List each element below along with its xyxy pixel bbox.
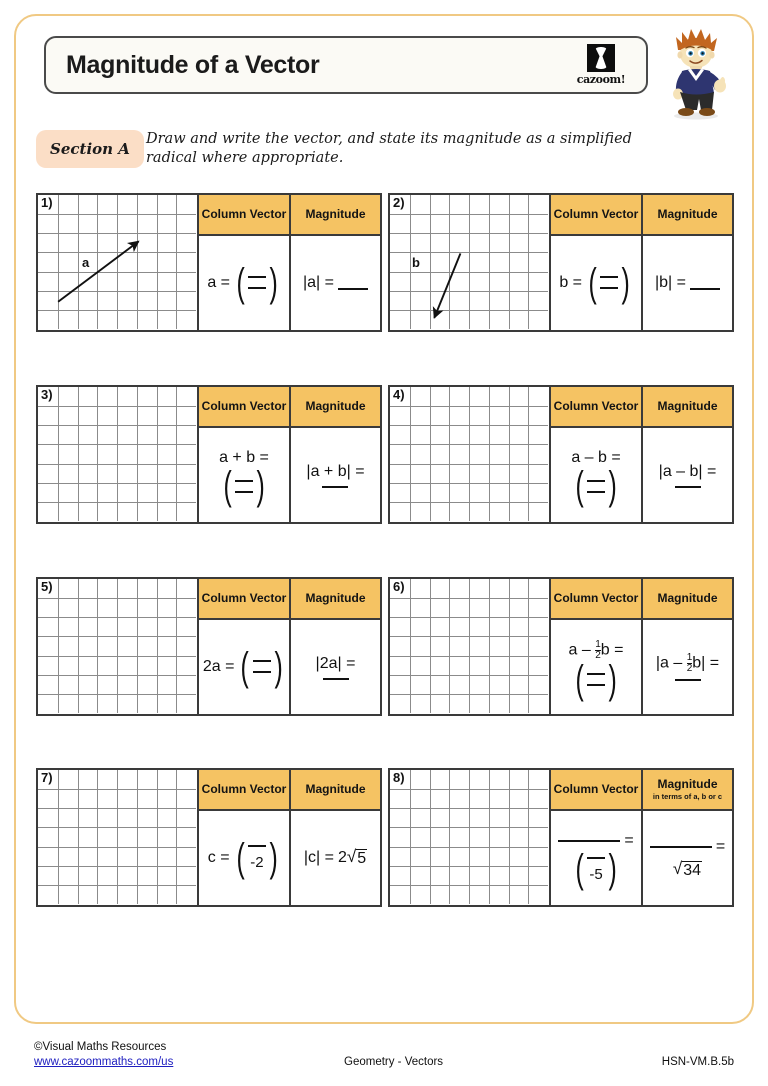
radicand: 5: [357, 850, 367, 867]
magnitude-column: [291, 385, 382, 524]
column-vector-header: [199, 195, 289, 236]
column-vector-answer: [558, 832, 634, 892]
equals-sign: =: [715, 838, 726, 855]
vector-bottom-blank[interactable]: [235, 491, 253, 493]
vector-bottom-blank[interactable]: [248, 287, 266, 289]
magnitude-blank[interactable]: [675, 486, 701, 488]
magnitude-column: [291, 577, 382, 716]
right-paren: ): [608, 847, 617, 892]
magnitude-header: [291, 579, 380, 620]
magnitude-column: [291, 768, 382, 907]
equals-sign: =: [624, 832, 634, 850]
grid-line-horizontal: [38, 406, 196, 407]
column-vector-column: [551, 768, 643, 907]
answer-grid[interactable]: [36, 577, 199, 716]
grid-line-horizontal: [390, 406, 548, 407]
magnitude-header: [291, 387, 380, 428]
section-label: Section A: [50, 140, 130, 158]
column-vector-answer: [202, 644, 285, 689]
grid-line-horizontal: [390, 656, 548, 657]
vector-top-blank[interactable]: [587, 480, 605, 482]
grid-line-horizontal: [390, 827, 548, 828]
footer-credit: [34, 1040, 173, 1070]
magnitude-header-label: Magnitude: [657, 207, 718, 221]
magnitude-cell[interactable]: [643, 428, 732, 522]
left-paren: (: [236, 835, 245, 880]
column-vector-header-label: Column Vector: [201, 782, 287, 796]
fraction-denominator: 2: [686, 663, 693, 674]
magnitude-answer: [316, 655, 356, 680]
column-vector-expression: a =: [207, 273, 231, 291]
grid-line-horizontal: [38, 444, 196, 445]
column-vector-header-label: Column Vector: [553, 782, 639, 796]
question-number: 3): [41, 387, 53, 402]
vector-top-blank[interactable]: [248, 276, 266, 278]
grid-line-horizontal: [390, 464, 548, 465]
left-paren: (: [575, 847, 584, 892]
magnitude-column: [291, 193, 382, 332]
magnitude-column: [643, 768, 734, 907]
column-vector-header-label: Column Vector: [553, 591, 639, 605]
answer-blank-line[interactable]: [650, 846, 712, 848]
vector-bottom-blank[interactable]: [587, 684, 605, 686]
grid-line-horizontal: [38, 656, 196, 657]
right-paren: ): [256, 464, 265, 509]
fraction: [687, 653, 693, 674]
grid-line-horizontal: [38, 789, 196, 790]
answer-line-row: [558, 832, 633, 850]
column-vector-bracket: [238, 644, 285, 689]
vector-bottom-value: -2: [250, 854, 264, 872]
fraction: [595, 640, 601, 661]
vector-top-blank[interactable]: [587, 857, 605, 859]
magnitude-header-label: Magnitude: [657, 591, 718, 605]
vector-top-blank[interactable]: [600, 276, 618, 278]
vector-bottom-blank[interactable]: [587, 491, 605, 493]
grid-line-horizontal: [38, 636, 196, 637]
column-vector-expression: c =: [207, 848, 230, 866]
radical-expression: [673, 861, 702, 878]
column-vector-bracket: [573, 847, 620, 892]
grid-line-horizontal: [390, 808, 548, 809]
radical-expression: [338, 849, 367, 867]
column-vector-bracket: [221, 464, 268, 509]
question-number: 7): [41, 770, 53, 785]
grid-line-horizontal: [390, 694, 548, 695]
grid-line-horizontal: [390, 675, 548, 676]
footer-website-link[interactable]: www.cazoommaths.com/us: [34, 1056, 174, 1068]
vector-bottom-value: -5: [589, 865, 603, 883]
column-vector-cell[interactable]: [551, 236, 641, 330]
left-paren: (: [575, 657, 584, 702]
grid-line-horizontal: [390, 483, 548, 484]
column-vector-answer: [571, 449, 621, 509]
column-vector-expression: a – $\frac{1}{2}$ b =: [568, 638, 624, 661]
answer-grid[interactable]: [388, 577, 551, 716]
column-vector-header-label: Column Vector: [553, 399, 639, 413]
magnitude-header-label: Magnitude: [657, 777, 718, 791]
magnitude-cell[interactable]: [643, 811, 732, 905]
question-number: 8): [393, 770, 405, 785]
left-paren: (: [575, 464, 584, 509]
page-title: Magnitude of a Vector: [66, 50, 320, 79]
vector-label: a: [82, 255, 90, 270]
right-paren: ): [621, 260, 631, 305]
left-paren: (: [223, 464, 232, 509]
right-paren: ): [608, 464, 617, 509]
grid-line-horizontal: [38, 885, 196, 886]
answer-columns: [199, 577, 382, 716]
column-vector-bracket: [586, 260, 633, 305]
grid-line-horizontal: [390, 444, 548, 445]
left-paren: (: [241, 644, 250, 689]
magnitude-header: [643, 579, 732, 620]
radicand: 34: [683, 862, 702, 879]
magnitude-cell[interactable]: [643, 236, 732, 330]
grid-line-horizontal: [390, 847, 548, 848]
vector-top-blank[interactable]: [235, 480, 253, 482]
grid-line-horizontal: [38, 617, 196, 618]
magnitude-header-label: Magnitude: [305, 399, 366, 413]
grid-line-horizontal: [390, 885, 548, 886]
question-block-3: [36, 385, 382, 524]
magnitude-blank[interactable]: [338, 277, 368, 290]
column-vector-column: [551, 193, 643, 332]
magnitude-expression: |a – b| =: [658, 462, 717, 480]
column-vector-column: [199, 193, 291, 332]
grid-line-horizontal: [38, 827, 196, 828]
grid-line-horizontal: [390, 636, 548, 637]
question-block-5: [36, 577, 382, 716]
magnitude-header-label: Magnitude: [305, 207, 366, 221]
grid-line-horizontal: [38, 502, 196, 503]
question-block-6: [388, 577, 734, 716]
magnitude-header-label: Magnitude: [305, 782, 366, 796]
answer-columns: [551, 768, 734, 907]
column-vector-bracket: [573, 464, 620, 509]
column-vector-expression: b =: [559, 273, 583, 291]
answer-grid[interactable]: [36, 768, 199, 907]
magnitude-answer: [304, 849, 367, 867]
column-vector-header: [551, 579, 641, 620]
grid-line-horizontal: [38, 675, 196, 676]
grid-line-horizontal: [390, 502, 548, 503]
column-vector-bracket: [234, 260, 281, 305]
magnitude-answer: [303, 274, 368, 292]
magnitude-header-label: Magnitude: [305, 591, 366, 605]
answer-grid[interactable]: [36, 193, 199, 332]
grid-line-horizontal: [390, 866, 548, 867]
question-number: 6): [393, 579, 405, 594]
column-vector-header-label: Column Vector: [201, 399, 287, 413]
magnitude-answer: [659, 463, 717, 488]
right-paren: ): [608, 657, 617, 702]
question-number: 1): [41, 195, 53, 210]
question-block-8: [388, 768, 734, 907]
column-vector-header-label: Column Vector: [201, 207, 287, 221]
radical-coefficient: 2: [337, 849, 347, 866]
vector-components: [247, 276, 267, 289]
vector-label: b: [412, 255, 420, 270]
grid-line-horizontal: [390, 617, 548, 618]
magnitude-blank[interactable]: [323, 678, 349, 680]
vector-top-blank[interactable]: [248, 845, 266, 847]
column-vector-expression: 2a =: [202, 657, 235, 675]
vector-components: [247, 845, 267, 870]
magnitude-cell[interactable]: [291, 811, 380, 905]
footer-standard-code: HSN-VM.B.5b: [661, 1056, 734, 1068]
magnitude-cell[interactable]: [643, 620, 732, 714]
vector-components: [252, 660, 272, 673]
magnitude-column: [643, 385, 734, 524]
magnitude-header-subtitle: in terms of a, b or c: [652, 792, 723, 801]
grid-line-horizontal: [390, 789, 548, 790]
question-block-2: [388, 193, 734, 332]
column-vector-cell[interactable]: [199, 428, 289, 522]
answer-columns: [551, 193, 734, 332]
magnitude-expression: |b| =: [655, 274, 686, 291]
grid-line-horizontal: [38, 464, 196, 465]
grid-line-horizontal: [390, 425, 548, 426]
cazoom-logo: [570, 44, 632, 90]
fraction-numerator: 1: [595, 638, 601, 650]
answer-columns: [199, 768, 382, 907]
column-vector-header: [551, 770, 641, 811]
column-vector-cell[interactable]: [199, 620, 289, 714]
column-vector-cell[interactable]: [199, 236, 289, 330]
column-vector-bracket: [234, 835, 281, 880]
column-vector-answer: [219, 449, 269, 509]
magnitude-expression: |a – $\frac{1}{2}$ b| =: [655, 652, 720, 674]
magnitude-column: [643, 577, 734, 716]
magnitude-header: [643, 770, 732, 811]
vector-bottom-blank[interactable]: [253, 671, 271, 673]
vector-bottom-blank[interactable]: [600, 287, 618, 289]
right-paren: ): [269, 260, 279, 305]
answer-grid[interactable]: [388, 768, 551, 907]
column-vector-header-label: Column Vector: [553, 207, 639, 221]
vector-components: [586, 857, 606, 882]
vector-components: [586, 673, 606, 686]
left-paren: (: [236, 260, 245, 305]
magnitude-cell[interactable]: [291, 428, 380, 522]
column-vector-expression: a – b =: [571, 449, 621, 467]
vector-arrow: [38, 195, 197, 330]
magnitude-header: [291, 195, 380, 236]
worksheet-title-box: [44, 36, 648, 94]
magnitude-header: [291, 770, 380, 811]
cazoom-logo-text: cazoom!: [576, 73, 626, 86]
vector-components: [586, 480, 606, 493]
answer-grid[interactable]: [388, 193, 551, 332]
vector-top-blank[interactable]: [253, 660, 271, 662]
column-vector-answer: [207, 260, 280, 305]
question-block-4: [388, 385, 734, 524]
magnitude-answer: [655, 274, 720, 292]
right-paren: ): [274, 644, 283, 689]
vector-top-blank[interactable]: [587, 673, 605, 675]
question-number: 4): [393, 387, 405, 402]
column-vector-column: [551, 385, 643, 524]
answer-blank-line[interactable]: [558, 840, 620, 842]
right-paren: ): [269, 835, 278, 880]
magnitude-header-label: Magnitude: [657, 399, 718, 413]
magnitude-header: [643, 387, 732, 428]
answer-columns: [551, 385, 734, 524]
magnitude-blank[interactable]: [690, 277, 720, 290]
column-vector-header-label: Column Vector: [201, 591, 287, 605]
radical-sign: √: [346, 847, 357, 866]
column-vector-cell[interactable]: [551, 620, 641, 714]
magnitude-answer: [306, 463, 364, 488]
student-mascot-icon: [660, 24, 732, 120]
footer-topic: Geometry - Vectors: [344, 1056, 444, 1068]
question-block-7: [36, 768, 382, 907]
grid-line-horizontal: [38, 808, 196, 809]
question-number: 2): [393, 195, 405, 210]
vector-components: [234, 480, 254, 493]
magnitude-blank[interactable]: [675, 679, 701, 681]
magnitude-expression: |a| =: [303, 274, 334, 291]
column-vector-cell[interactable]: [199, 811, 289, 905]
grid-line-horizontal: [38, 598, 196, 599]
vector-components: [599, 276, 619, 289]
grid-line-horizontal: [38, 847, 196, 848]
magnitude-header: [643, 195, 732, 236]
grid-line-horizontal: [38, 425, 196, 426]
question-number: 5): [41, 579, 53, 594]
column-vector-header: [199, 387, 289, 428]
magnitude-blank[interactable]: [322, 486, 348, 488]
magnitude-expression: |2a| =: [315, 654, 356, 672]
column-vector-column: [199, 385, 291, 524]
magnitude-cell[interactable]: [291, 620, 380, 714]
column-vector-expression: a + b =: [219, 449, 269, 467]
footer-copyright: ©Visual Maths Resources: [34, 1041, 167, 1053]
column-vector-header: [199, 770, 289, 811]
column-vector-header: [199, 579, 289, 620]
magnitude-answer: [656, 653, 719, 681]
magnitude-cell[interactable]: [291, 236, 380, 330]
column-vector-answer: [559, 260, 632, 305]
column-vector-answer: [207, 835, 280, 880]
answer-columns: [199, 385, 382, 524]
answer-columns: [551, 577, 734, 716]
answer-line-row: [650, 838, 725, 856]
question-block-1: [36, 193, 382, 332]
grid-line-horizontal: [390, 598, 548, 599]
magnitude-expression: |a + b| =: [306, 462, 365, 480]
magnitude-answer: [650, 838, 725, 878]
section-instructions: Draw and write the vector, and state its magnitude as a simplified radical where appropriate.: [146, 131, 632, 166]
grid-line-horizontal: [38, 866, 196, 867]
grid-line-horizontal: [38, 694, 196, 695]
column-vector-answer: [568, 638, 624, 702]
fraction-numerator: 1: [686, 652, 693, 663]
column-vector-cell[interactable]: [551, 811, 641, 905]
column-vector-header: [551, 195, 641, 236]
page-footer: [34, 1040, 734, 1080]
cazoom-hourglass-icon: [587, 44, 615, 72]
answer-columns: [199, 193, 382, 332]
column-vector-header: [551, 387, 641, 428]
column-vector-column: [199, 768, 291, 907]
column-vector-column: [551, 577, 643, 716]
grid-line-horizontal: [38, 483, 196, 484]
fraction-denominator: 2: [595, 649, 601, 661]
answer-grid[interactable]: [388, 385, 551, 524]
left-paren: (: [588, 260, 597, 305]
section-badge: [36, 130, 144, 168]
magnitude-expression: |c| =: [303, 849, 334, 866]
answer-grid[interactable]: [36, 385, 199, 524]
column-vector-column: [199, 577, 291, 716]
radical-sign: √: [672, 859, 683, 878]
column-vector-bracket: [573, 657, 620, 702]
magnitude-column: [643, 193, 734, 332]
column-vector-cell[interactable]: [551, 428, 641, 522]
